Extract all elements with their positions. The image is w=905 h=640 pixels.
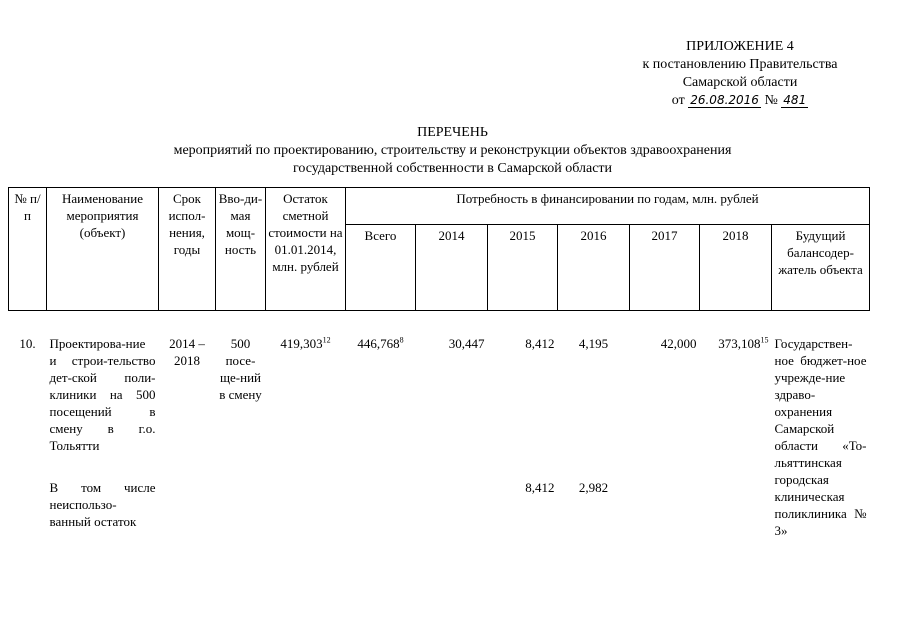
appendix-header [590,38,890,110]
total-footnote: 8 [399,335,404,345]
header-term: Срок испол-нения, годы [159,188,216,311]
row-term: 2014 – 2018 [169,336,205,368]
row-2016: 4,195 [578,336,609,351]
header-total: Всего [346,225,416,311]
from-label: от [671,93,685,108]
document-title [0,124,905,178]
header-2017: 2017 [630,225,700,311]
y2018-footnote: 15 [760,335,769,345]
header-holder: Будущий балансодер-жатель объекта [772,225,870,311]
row-2014: 30,447 [448,336,485,351]
projects-table [8,187,870,541]
appendix-subtitle: к постановлению Правительства [642,57,838,72]
header-financing: Потребность в финансировании по годам, млн. рублей [346,188,870,225]
decree-date: 26.08.2016 [690,93,759,107]
subrow-2016: 2,982 [578,479,609,495]
row-capacity: 500 посе-ще-ний в смену [219,336,262,402]
appendix-region: Самарской области [682,75,798,90]
title-heading: ПЕРЕЧЕНЬ [417,125,488,140]
row-name: Проектирова-ние и строи-тельство дет-ской поли-клиники на 500 посещений в смену в г.о. Тольятти [49,336,156,453]
header-capacity: Вво-ди-мая мощ-ность [216,188,266,311]
title-line-2: мероприятий по проектированию, строительству и реконструкции объектов здравоохранения [173,143,732,158]
decree-number: 481 [783,93,807,107]
row-total [346,333,416,477]
row-2017: 42,000 [660,336,697,351]
number-label: № [764,93,778,108]
header-2018: 2018 [700,225,772,311]
row-2018 [700,333,772,477]
header-2015: 2015 [488,225,558,311]
header-remainder: Остаток сметной стоимости на 01.01.2014, млн. рублей [266,188,346,311]
y2018-value: 373,108 [718,336,761,351]
row-num: 10. [19,336,36,351]
subrow-name: В том числе неиспользо-ванный остаток [49,479,156,529]
title-line-3: государственной собственности в Самарской области [292,161,613,176]
header-num: № п/п [9,188,47,311]
subrow-2015: 8,412 [525,479,555,495]
remainder-footnote: 12 [322,335,331,345]
row-holder: Государствен-ное бюджет-ное учрежде-ние здраво-охранения Самарской области «То-льяттинская городская клиническая поликлиника № 3» [774,336,867,538]
total-value: 446,768 [357,336,400,351]
table-row [9,477,870,541]
header-2014: 2014 [416,225,488,311]
decree-date-line [590,92,890,110]
table-row [9,333,870,477]
appendix-title: ПРИЛОЖЕНИЕ 4 [686,39,794,54]
row-remainder [266,333,346,477]
remainder-value: 419,303 [280,336,323,351]
row-2015: 8,412 [525,336,555,351]
header-2016: 2016 [558,225,630,311]
header-name: Наименование мероприятия (объект) [47,188,159,311]
